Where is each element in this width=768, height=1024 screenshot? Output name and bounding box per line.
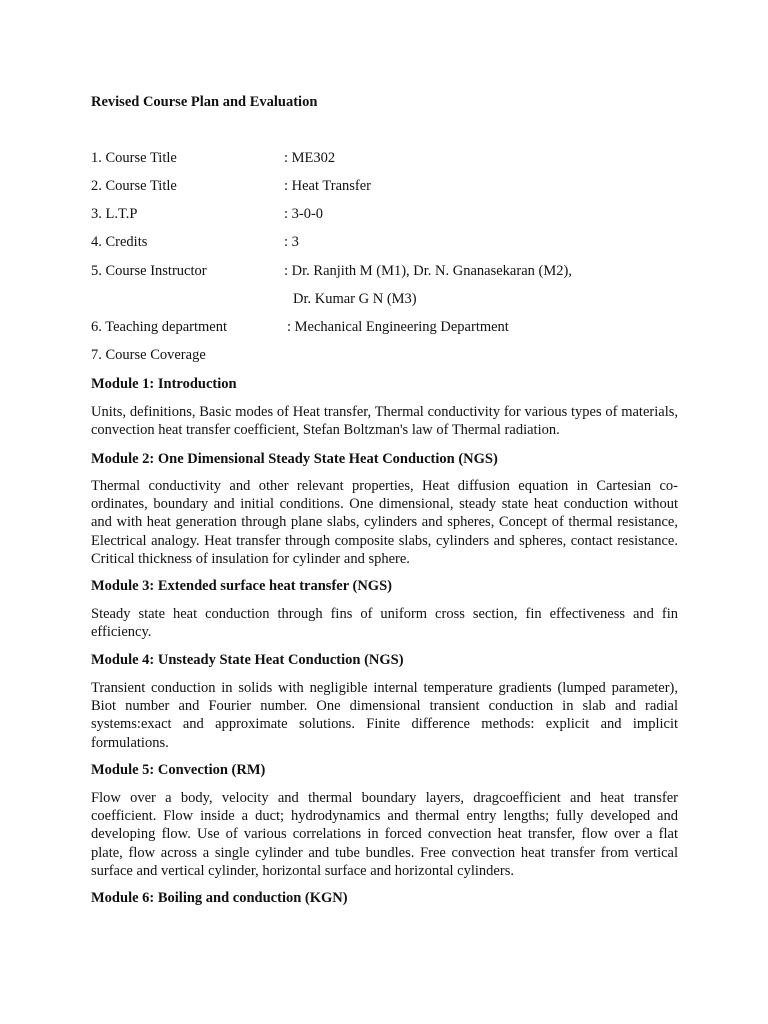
course-info-value: : Heat Transfer [284,178,371,194]
module-description: Thermal conductivity and other relevant properties, Heat diffusion equation in Cartesian co-ordinates, boundary and initial conditions. One dimensional, steady state heat conduction without and with heat generation through plane slabs, cylinders and spheres, Concept of thermal resistance, Electrical analogy. Heat transfer through composite slabs, cylinders and spheres, contact resistance. Critical thickness of insulation for cylinder and sphere. [91,478,678,567]
module-heading: Module 1: Introduction [91,376,237,392]
module-description: Units, definitions, Basic modes of Heat transfer, Thermal conductivity for various types of materials, convection heat transfer coefficient, Stefan Boltzman's law of Thermal radiation. [91,404,678,439]
course-info-label: 3. L.T.P [91,206,138,222]
course-info-label: 6. Teaching department [91,319,228,335]
module-heading: Module 5: Convection (RM) [91,762,266,778]
course-info-label: 2. Course Title [91,178,177,194]
course-info-value: : 3 [284,234,299,250]
module-heading: Module 4: Unsteady State Heat Conduction (NGS) [91,652,404,668]
module-heading: Module 6: Boiling and conduction (KGN) [91,890,348,906]
course-info-value: : 3-0-0 [284,206,324,222]
course-info-label: 7. Course Coverage [91,347,206,363]
module-heading: Module 2: One Dimensional Steady State Heat Conduction (NGS) [91,451,498,467]
course-info-value: : Dr. Ranjith M (M1), Dr. N. Gnanasekaran (M2), [284,263,572,279]
module-description: Transient conduction in solids with negligible internal temperature gradients (lumped parameter), Biot number and Fourier number. One dimensional transient conduction in slab and radial systems:exact and approximate solutions. Finite difference methods: explicit and implicit formulations. [91,680,678,751]
document-title: Revised Course Plan and Evaluation [91,94,318,110]
course-info-value: Dr. Kumar G N (M3) [293,291,417,307]
module-description: Steady state heat conduction through fins of uniform cross section, fin effectiveness and fin efficiency. [91,606,678,641]
course-info-label: 1. Course Title [91,150,177,166]
course-info-label: 4. Credits [91,234,148,250]
course-info-label: 5. Course Instructor [91,263,207,279]
module-description: Flow over a body, velocity and thermal boundary layers, dragcoefficient and heat transfer coefficient. Flow inside a duct; hydrodynamics and thermal entry lengths; fully developed and developing flow. Use of various correlations in forced convection heat transfer, flow over a flat plate, flow across a single cylinder and tube bundles. Free convection heat transfer from vertical surface and vertical cylinder, horizontal surface and horizontal cylinders. [91,790,678,879]
course-info-value: : Mechanical Engineering Department [287,319,509,335]
course-info-value: : ME302 [284,150,336,166]
module-heading: Module 3: Extended surface heat transfer (NGS) [91,578,392,594]
